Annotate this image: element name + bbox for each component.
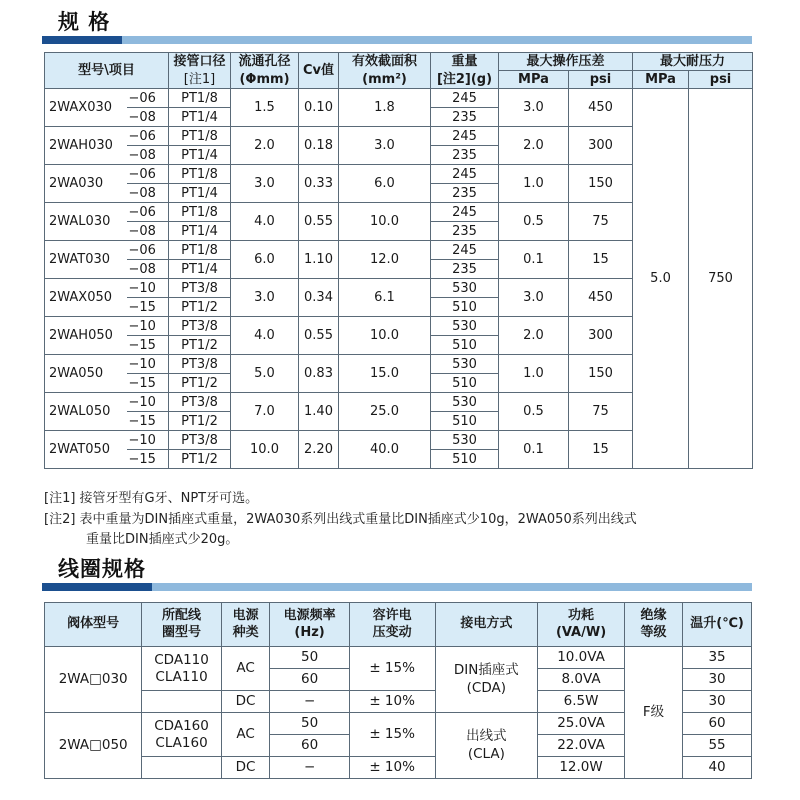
- spec-area: 10.0: [339, 317, 431, 355]
- header-weight: 重量: [451, 54, 478, 70]
- spec-max-diff-mpa: 0.1: [499, 431, 569, 469]
- spec-weight: 510: [431, 336, 499, 355]
- header-max-diff: 最大操作压差: [499, 53, 633, 71]
- spec-cv: 1.10: [299, 241, 339, 279]
- coil-power-ac: AC: [221, 713, 270, 757]
- spec-cv: 0.55: [299, 317, 339, 355]
- coil-freq: 50: [270, 647, 349, 669]
- coil-header-variation: 容许电 压变动: [349, 603, 435, 647]
- spec-port: PT1/2: [169, 298, 231, 317]
- spec-max-diff-psi: 75: [569, 203, 633, 241]
- coil-variation-dc: ± 10%: [349, 757, 435, 779]
- coil-freq: 50: [270, 713, 349, 735]
- coil-temp: 30: [683, 669, 752, 691]
- spec-model: 2WAH050: [45, 317, 127, 355]
- coil-freq: −: [270, 757, 349, 779]
- coil-title-bar: [42, 583, 752, 597]
- coil-model-blank: [142, 691, 221, 713]
- coil-header-freq: 电源频率 (Hz): [270, 603, 349, 647]
- spec-port: PT1/4: [169, 108, 231, 127]
- header-mpa: MPa: [499, 71, 569, 89]
- spec-suffix: −15: [127, 298, 169, 317]
- spec-weight: 530: [431, 431, 499, 450]
- coil-consumption: 25.0VA: [538, 713, 625, 735]
- spec-weight: 245: [431, 89, 499, 108]
- spec-suffix: −15: [127, 336, 169, 355]
- spec-model: 2WAX030: [45, 89, 127, 127]
- spec-port: PT1/2: [169, 412, 231, 431]
- header-psi: psi: [569, 71, 633, 89]
- header-orifice-unit: (Φmm): [231, 71, 299, 89]
- header-model: 型号\项目: [45, 53, 169, 89]
- coil-freq: 60: [270, 735, 349, 757]
- spec-suffix: −10: [127, 431, 169, 450]
- header-weight-unit: [注2](g): [431, 71, 499, 89]
- coil-consumption: 10.0VA: [538, 647, 625, 669]
- coil-header-body: 阀体型号: [45, 603, 142, 647]
- spec-weight: 510: [431, 374, 499, 393]
- spec-weight: 530: [431, 279, 499, 298]
- spec-orifice: 5.0: [231, 355, 299, 393]
- coil-temp: 60: [683, 713, 752, 735]
- spec-port: PT1/8: [169, 89, 231, 108]
- spec-model: 2WAL050: [45, 393, 127, 431]
- spec-model: 2WAT030: [45, 241, 127, 279]
- header-area-unit: (mm²): [339, 71, 431, 89]
- spec-max-diff-mpa: 0.5: [499, 393, 569, 431]
- spec-max-diff-mpa: 3.0: [499, 89, 569, 127]
- coil-freq: 60: [270, 669, 349, 691]
- coil-header-insulation: 绝缘 等级: [624, 603, 682, 647]
- spec-max-diff-psi: 300: [569, 127, 633, 165]
- spec-orifice: 4.0: [231, 203, 299, 241]
- spec-area: 40.0: [339, 431, 431, 469]
- spec-cv: 0.33: [299, 165, 339, 203]
- coil-variation-ac: ± 15%: [349, 713, 435, 757]
- spec-weight: 510: [431, 298, 499, 317]
- spec-weight: 235: [431, 184, 499, 203]
- coil-power-dc: DC: [221, 691, 270, 713]
- coil-consumption: 22.0VA: [538, 735, 625, 757]
- header-orifice: 流通孔径: [238, 54, 291, 70]
- spec-area: 15.0: [339, 355, 431, 393]
- spec-area: 25.0: [339, 393, 431, 431]
- spec-port: PT3/8: [169, 279, 231, 298]
- coil-consumption: 6.5W: [538, 691, 625, 713]
- coil-wiring-din: DIN插座式 (CDA): [435, 647, 538, 713]
- coil-variation-dc: ± 10%: [349, 691, 435, 713]
- spec-orifice: 3.0: [231, 165, 299, 203]
- spec-max-diff-psi: 15: [569, 431, 633, 469]
- spec-area: 12.0: [339, 241, 431, 279]
- coil-power-dc: DC: [221, 757, 270, 779]
- coil-header-wiring: 接电方式: [435, 603, 538, 647]
- spec-cv: 0.10: [299, 89, 339, 127]
- spec-suffix: −08: [127, 146, 169, 165]
- spec-suffix: −08: [127, 108, 169, 127]
- header-area: 有效截面积: [351, 54, 417, 70]
- spec-suffix: −06: [127, 165, 169, 184]
- coil-insulation: F级: [624, 647, 682, 779]
- spec-max-diff-mpa: 0.5: [499, 203, 569, 241]
- spec-weight: 235: [431, 108, 499, 127]
- spec-port: PT1/8: [169, 241, 231, 260]
- spec-model: 2WAX050: [45, 279, 127, 317]
- spec-orifice: 6.0: [231, 241, 299, 279]
- spec-max-diff-psi: 300: [569, 317, 633, 355]
- spec-cv: 1.40: [299, 393, 339, 431]
- spec-suffix: −06: [127, 89, 169, 108]
- spec-model: 2WA030: [45, 165, 127, 203]
- coil-body-model: 2WA□050: [45, 713, 142, 779]
- spec-port: PT1/2: [169, 336, 231, 355]
- header-port: 接管口径: [173, 54, 226, 70]
- spec-suffix: −06: [127, 203, 169, 222]
- coil-temp: 55: [683, 735, 752, 757]
- coil-header-consumption: 功耗 (VA/W): [538, 603, 625, 647]
- spec-cv: 2.20: [299, 431, 339, 469]
- spec-suffix: −06: [127, 241, 169, 260]
- spec-section-title: 规 格: [58, 10, 111, 34]
- spec-weight: 530: [431, 355, 499, 374]
- spec-weight: 245: [431, 203, 499, 222]
- spec-max-diff-psi: 15: [569, 241, 633, 279]
- spec-max-diff-mpa: 2.0: [499, 317, 569, 355]
- spec-model: 2WA050: [45, 355, 127, 393]
- spec-area: 6.1: [339, 279, 431, 317]
- spec-weight: 235: [431, 260, 499, 279]
- header-max-proof: 最大耐压力: [633, 53, 753, 71]
- spec-weight: 530: [431, 317, 499, 336]
- spec-port: PT1/4: [169, 260, 231, 279]
- header-cv: Cv值: [299, 53, 339, 89]
- spec-max-diff-mpa: 1.0: [499, 165, 569, 203]
- coil-consumption: 8.0VA: [538, 669, 625, 691]
- coil-consumption: 12.0W: [538, 757, 625, 779]
- spec-orifice: 4.0: [231, 317, 299, 355]
- spec-cv: 0.55: [299, 203, 339, 241]
- header-proof-mpa: MPa: [633, 71, 689, 89]
- spec-orifice: 10.0: [231, 431, 299, 469]
- coil-variation-ac: ± 15%: [349, 647, 435, 691]
- spec-row: [45, 89, 753, 108]
- coil-body-model: 2WA□030: [45, 647, 142, 713]
- spec-port: PT1/4: [169, 184, 231, 203]
- spec-suffix: −10: [127, 279, 169, 298]
- spec-weight: 235: [431, 222, 499, 241]
- spec-table: [44, 52, 753, 469]
- spec-area: 3.0: [339, 127, 431, 165]
- spec-weight: 245: [431, 127, 499, 146]
- spec-suffix: −08: [127, 222, 169, 241]
- header-proof-psi: psi: [689, 71, 753, 89]
- spec-max-diff-mpa: 1.0: [499, 355, 569, 393]
- spec-port: PT1/8: [169, 165, 231, 184]
- spec-max-diff-mpa: 3.0: [499, 279, 569, 317]
- coil-power-ac: AC: [221, 647, 270, 691]
- coil-section-title: 线圈规格: [58, 557, 146, 581]
- spec-weight: 235: [431, 146, 499, 165]
- spec-suffix: −15: [127, 412, 169, 431]
- spec-model: 2WAH030: [45, 127, 127, 165]
- spec-suffix: −10: [127, 393, 169, 412]
- spec-area: 6.0: [339, 165, 431, 203]
- note-1: [注1] 接管牙型有G牙、NPT牙可选。: [44, 491, 259, 506]
- spec-suffix: −15: [127, 450, 169, 469]
- coil-header-coil: 所配线 圈型号: [142, 603, 221, 647]
- spec-weight: 510: [431, 412, 499, 431]
- spec-max-diff-mpa: 0.1: [499, 241, 569, 279]
- coil-temp: 35: [683, 647, 752, 669]
- spec-orifice: 1.5: [231, 89, 299, 127]
- spec-orifice: 7.0: [231, 393, 299, 431]
- coil-wiring-lead: 出线式 (CLA): [435, 713, 538, 779]
- note-2-cont: 重量比DIN插座式少20g。: [86, 532, 239, 547]
- spec-suffix: −10: [127, 355, 169, 374]
- spec-port: PT3/8: [169, 317, 231, 336]
- spec-max-diff-psi: 75: [569, 393, 633, 431]
- spec-area: 1.8: [339, 89, 431, 127]
- spec-weight: 245: [431, 241, 499, 260]
- coil-model: CDA110 CLA110: [142, 647, 221, 691]
- spec-suffix: −06: [127, 127, 169, 146]
- spec-weight: 530: [431, 393, 499, 412]
- spec-port: PT1/2: [169, 450, 231, 469]
- spec-max-diff-mpa: 2.0: [499, 127, 569, 165]
- coil-table: [44, 602, 752, 779]
- spec-orifice: 2.0: [231, 127, 299, 165]
- spec-port: PT1/8: [169, 203, 231, 222]
- spec-weight: 245: [431, 165, 499, 184]
- spec-orifice: 3.0: [231, 279, 299, 317]
- spec-max-diff-psi: 450: [569, 279, 633, 317]
- coil-header-power: 电源 种类: [221, 603, 270, 647]
- spec-port: PT1/4: [169, 222, 231, 241]
- spec-suffix: −15: [127, 374, 169, 393]
- spec-cv: 0.34: [299, 279, 339, 317]
- spec-proof-mpa: 5.0: [633, 89, 689, 469]
- spec-proof-psi: 750: [689, 89, 753, 469]
- spec-max-diff-psi: 150: [569, 165, 633, 203]
- spec-suffix: −08: [127, 260, 169, 279]
- coil-model: CDA160 CLA160: [142, 713, 221, 757]
- spec-port: PT3/8: [169, 431, 231, 450]
- coil-temp: 40: [683, 757, 752, 779]
- spec-title-bar: [42, 36, 752, 50]
- spec-port: PT1/8: [169, 127, 231, 146]
- header-port-note: [注1]: [169, 71, 231, 89]
- coil-freq: −: [270, 691, 349, 713]
- spec-max-diff-psi: 450: [569, 89, 633, 127]
- spec-cv: 0.18: [299, 127, 339, 165]
- note-2: [注2] 表中重量为DIN插座式重量，2WA030系列出线式重量比DIN插座式少10g，2WA050系列出线式: [44, 512, 637, 527]
- spec-weight: 510: [431, 450, 499, 469]
- spec-model: 2WAL030: [45, 203, 127, 241]
- coil-temp: 30: [683, 691, 752, 713]
- spec-model: 2WAT050: [45, 431, 127, 469]
- coil-model-blank: [142, 757, 221, 779]
- spec-suffix: −10: [127, 317, 169, 336]
- spec-area: 10.0: [339, 203, 431, 241]
- spec-port: PT3/8: [169, 355, 231, 374]
- spec-port: PT1/2: [169, 374, 231, 393]
- spec-port: PT1/4: [169, 146, 231, 165]
- spec-port: PT3/8: [169, 393, 231, 412]
- coil-header-temp: 温升(℃): [683, 603, 752, 647]
- spec-cv: 0.83: [299, 355, 339, 393]
- spec-max-diff-psi: 150: [569, 355, 633, 393]
- spec-suffix: −08: [127, 184, 169, 203]
